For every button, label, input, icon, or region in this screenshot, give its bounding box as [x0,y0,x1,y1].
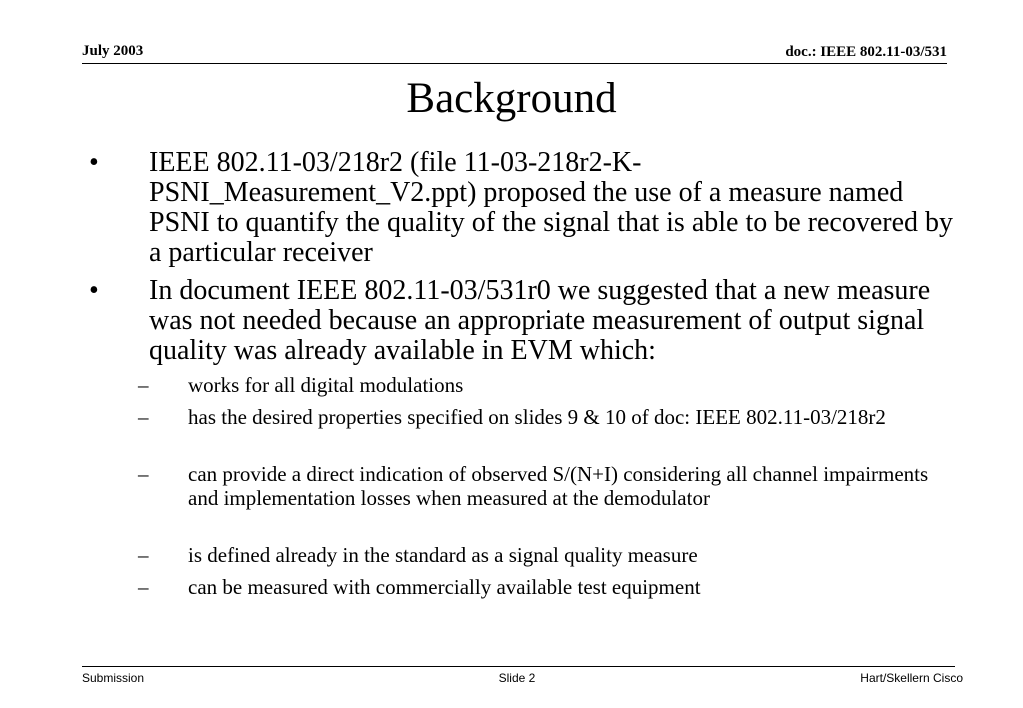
sub-bullet-item [138,543,948,567]
footer-submission: Submission [82,671,145,685]
sub-bullet-text: has the desired properties specified on slides 9 & 10 of doc: IEEE 802.11-03/218r2 [188,405,886,429]
sub-bullet-text: is defined already in the standard as a signal quality measure [188,543,698,567]
sub-bullet-item [138,373,948,397]
header-divider [82,63,947,64]
sub-bullet-text: works for all digital modulations [188,373,464,397]
bullet-marker: • [89,147,99,178]
sub-bullet-marker: – [138,575,149,599]
slide-title: Background [406,75,617,122]
bullet-text: IEEE 802.11-03/218r2 (file 11-03-218r2-K-PSNI_Measurement_V2.ppt) proposed the use of a measure named PSNI to quantify the quality of the signal that is able to be recovered by a particular receiver [149,147,954,268]
sub-bullet-marker: – [138,405,149,429]
footer-divider [82,666,955,667]
sub-bullet-item [138,462,948,510]
sub-bullet-text: can provide a direct indication of observed S/(N+I) considering all channel impairments and implementation losses when measured at the demodulator [188,462,929,510]
header-doc-id: doc.: IEEE 802.11-03/531 [785,44,947,60]
sub-bullet-item [138,575,948,599]
sub-bullet-marker: – [138,373,149,397]
sub-bullet-item [138,405,948,429]
footer-slide-number: Slide 2 [498,671,536,685]
sub-bullet-marker: – [138,543,149,567]
bullet-item [89,275,959,366]
footer-authors: Hart/Skellern Cisco [860,671,963,685]
bullet-item [89,147,959,268]
sub-bullet-marker: – [138,462,149,486]
sub-bullet-text: can be measured with commercially available test equipment [188,575,701,599]
bullet-marker: • [89,275,99,306]
bullet-text: In document IEEE 802.11-03/531r0 we suggested that a new measure was not needed because an appropriate measurement of output signal quality was already available in EVM which: [149,275,931,366]
header-date: July 2003 [82,43,144,59]
